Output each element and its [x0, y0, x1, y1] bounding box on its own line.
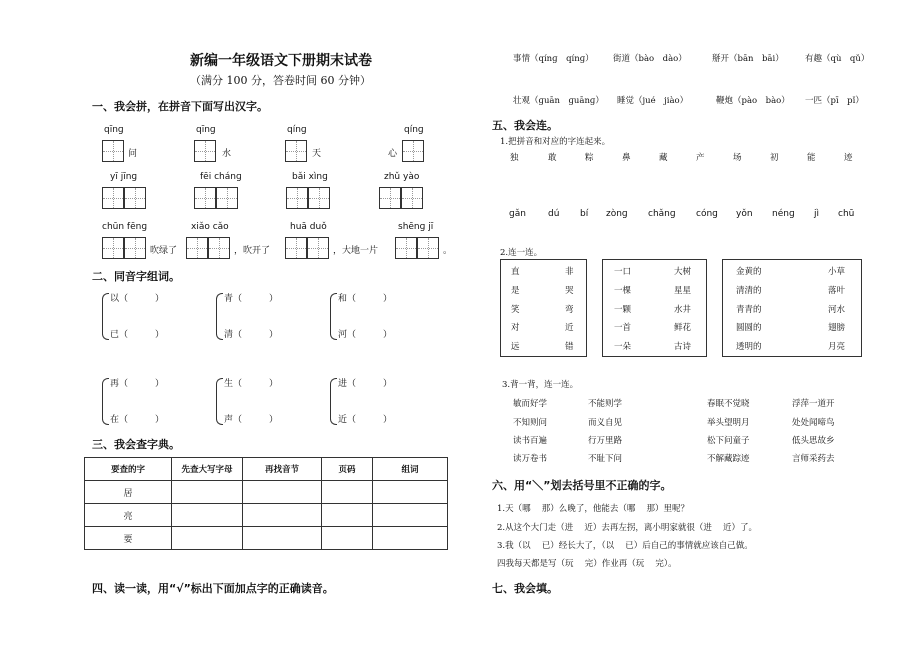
word-group-item: 河（ ）: [338, 330, 393, 340]
word-group-item: 声（ ）: [224, 415, 279, 425]
writing-grid[interactable]: [216, 187, 238, 209]
match-char[interactable]: 场: [733, 153, 742, 163]
match-pinyin[interactable]: chǎnɡ: [648, 209, 676, 219]
sentence-item: 四我每天都是写（玩 完）作业再（玩 完）。: [497, 559, 677, 569]
brace: [330, 293, 337, 340]
writing-grid[interactable]: [417, 237, 439, 259]
match-char[interactable]: 产: [696, 153, 705, 163]
table-cell: 亮: [85, 504, 172, 527]
table-header-row: [85, 458, 448, 481]
writing-grid[interactable]: [395, 237, 417, 259]
word-group-item: 近（ ）: [338, 415, 393, 425]
answer-cell[interactable]: [243, 527, 322, 550]
sentence-item: 3.我（以 已）经长大了，（以 已）后自己的事情就应该自己做。: [497, 541, 753, 551]
match-pinyin[interactable]: zònɡ: [606, 209, 628, 219]
writing-grid[interactable]: [124, 237, 146, 259]
match-right[interactable]: 哭: [565, 286, 574, 296]
poem-line[interactable]: 而义自见: [588, 418, 623, 428]
pinyin-label: qínɡ: [287, 125, 307, 135]
word-group-item: 已（ ）: [110, 330, 165, 340]
column-header: 要查的字: [85, 458, 172, 481]
column-header: 页码: [322, 458, 373, 481]
writing-grid[interactable]: [379, 187, 401, 209]
match-char[interactable]: 初: [770, 153, 779, 163]
dictionary-table: [84, 457, 448, 550]
column-header: 先查大写字母: [172, 458, 243, 481]
question-text: 3.背一背，连一连。: [502, 380, 579, 390]
match-left[interactable]: 青青的: [736, 305, 762, 315]
match-left[interactable]: 直: [511, 267, 520, 277]
match-char[interactable]: 能: [807, 153, 816, 163]
pinyin-label: fēi chánɡ: [200, 172, 242, 182]
reading-item: 街道（bào dào）: [613, 54, 687, 64]
match-right[interactable]: 错: [565, 342, 574, 352]
pinyin-label: xiǎo cǎo: [191, 222, 229, 232]
match-right[interactable]: 翅膀: [828, 323, 846, 333]
match-char[interactable]: 迹: [844, 153, 853, 163]
brace: [102, 293, 109, 340]
match-left[interactable]: 一棵: [614, 286, 632, 296]
match-left[interactable]: 清清的: [736, 286, 762, 296]
answer-cell[interactable]: [322, 527, 373, 550]
writing-grid[interactable]: [208, 237, 230, 259]
poem-line[interactable]: 不解藏踪迹: [707, 454, 750, 464]
match-left[interactable]: 金黄的: [736, 267, 762, 277]
poem-line[interactable]: 处处闻啼鸟: [792, 418, 835, 428]
section-4-heading: 四、读一读，用“√”标出下面加点字的正确读音。: [92, 582, 334, 595]
pinyin-label: bǎi xìnɡ: [292, 172, 328, 182]
answer-cell[interactable]: [373, 527, 448, 550]
reading-item: 壮观（ɡuān ɡuānɡ）: [513, 96, 604, 106]
poem-line[interactable]: 读万卷书: [513, 454, 548, 464]
match-pinyin[interactable]: jì: [814, 209, 820, 219]
answer-cell[interactable]: [322, 504, 373, 527]
pinyin-label: shēnɡ jī: [398, 222, 434, 232]
poem-line[interactable]: 低头思故乡: [792, 436, 835, 446]
brace: [102, 378, 109, 425]
poem-line[interactable]: 举头望明月: [707, 418, 750, 428]
match-pinyin[interactable]: dú: [548, 209, 560, 219]
word-group-item: 以（ ）: [110, 294, 165, 304]
page-subtitle: （满分 100 分，答卷时间 60 分钟）: [190, 74, 371, 87]
answer-cell[interactable]: [373, 481, 448, 504]
section-7-heading: 七、我会填。: [492, 582, 558, 595]
writing-grid[interactable]: [307, 237, 329, 259]
pinyin-label: qīnɡ: [196, 125, 216, 135]
match-right[interactable]: 大树: [674, 267, 692, 277]
writing-grid[interactable]: [401, 187, 423, 209]
writing-grid[interactable]: [124, 187, 146, 209]
match-right[interactable]: 星星: [674, 286, 692, 296]
match-left[interactable]: 一朵: [614, 342, 632, 352]
match-right[interactable]: 河水: [828, 305, 846, 315]
question-text: 2.连一连。: [500, 248, 543, 258]
match-char[interactable]: 粽: [585, 153, 594, 163]
writing-grid[interactable]: [102, 237, 124, 259]
reading-item: 事情（qínɡ qínɡ）: [513, 54, 594, 64]
match-pinyin[interactable]: ɡǎn: [509, 209, 526, 219]
sentence-text: ，吹开了: [234, 246, 271, 256]
match-char[interactable]: 鼻: [622, 153, 631, 163]
question-text: 1.把拼音和对应的字连起来。: [500, 137, 611, 147]
writing-grid[interactable]: [186, 237, 208, 259]
answer-cell[interactable]: [243, 481, 322, 504]
word-group-item: 青（ ）: [224, 294, 279, 304]
char-label: 心: [388, 149, 398, 159]
writing-grid[interactable]: [285, 140, 307, 162]
match-char[interactable]: 敢: [548, 153, 557, 163]
match-right[interactable]: 小草: [828, 267, 846, 277]
table-cell: 要: [85, 527, 172, 550]
poem-line[interactable]: 不知则问: [513, 418, 548, 428]
answer-cell[interactable]: [172, 481, 243, 504]
word-group-item: 和（ ）: [338, 294, 393, 304]
sentence-text: ，大地一片: [333, 246, 379, 256]
sentence-text: 。: [443, 246, 453, 256]
char-label: 天: [312, 149, 322, 159]
section-2-heading: 二、同音字组词。: [92, 270, 180, 283]
answer-cell[interactable]: [322, 481, 373, 504]
writing-grid[interactable]: [194, 140, 216, 162]
match-right[interactable]: 落叶: [828, 286, 846, 296]
match-right[interactable]: 鲜花: [674, 323, 692, 333]
poem-line[interactable]: 春眠不觉晓: [707, 399, 750, 409]
answer-cell[interactable]: [172, 527, 243, 550]
pinyin-label: qīnɡ: [104, 125, 124, 135]
match-right[interactable]: 弯: [565, 305, 574, 315]
poem-line[interactable]: 读书百遍: [513, 436, 548, 446]
writing-grid[interactable]: [285, 237, 307, 259]
reading-item: 鞭炮（pào bào）: [716, 96, 790, 106]
word-group-item: 进（ ）: [338, 379, 393, 389]
match-left[interactable]: 笑: [511, 305, 520, 315]
sentence-item: 2.从这个大门走（进 近）去再左拐，离小明家就很（进 近）了。: [497, 523, 758, 533]
brace: [330, 378, 337, 425]
reading-item: 一匹（pī pǐ）: [805, 96, 864, 106]
match-left[interactable]: 对: [511, 323, 520, 333]
answer-cell[interactable]: [172, 504, 243, 527]
pinyin-label: yī jīnɡ: [110, 172, 138, 182]
poem-line[interactable]: 言师采药去: [792, 454, 835, 464]
poem-line[interactable]: 松下问童子: [707, 436, 750, 446]
sentence-item: 1.天（哪 那）么晚了，他能去（哪 那）里呢？: [497, 504, 690, 514]
char-label: 水: [222, 149, 232, 159]
section-3-heading: 三、我会查字典。: [92, 438, 180, 451]
reading-item: 掰开（bān bāi）: [712, 54, 784, 64]
match-char[interactable]: 藏: [659, 153, 668, 163]
match-right[interactable]: 水井: [674, 305, 692, 315]
writing-grid[interactable]: [102, 187, 124, 209]
match-pinyin[interactable]: cónɡ: [696, 209, 718, 219]
poem-line[interactable]: 浮萍一道开: [792, 399, 835, 409]
match-pinyin[interactable]: yǒn: [736, 209, 753, 219]
pinyin-label: chūn fēnɡ: [102, 222, 148, 232]
poem-line[interactable]: 不能则学: [588, 399, 623, 409]
word-group-item: 生（ ）: [224, 379, 279, 389]
word-group-item: 在（ ）: [110, 415, 165, 425]
brace: [216, 293, 223, 340]
reading-item: 睡觉（jué jiào）: [617, 96, 689, 106]
writing-grid[interactable]: [102, 140, 124, 162]
match-left[interactable]: 一首: [614, 323, 632, 333]
match-left[interactable]: 透明的: [736, 342, 762, 352]
brace: [216, 378, 223, 425]
section-6-heading: 六、用“＼”划去括号里不正确的字。: [492, 479, 672, 492]
char-label: 问: [128, 149, 138, 159]
writing-grid[interactable]: [402, 140, 424, 162]
table-row: [85, 481, 448, 504]
match-left[interactable]: 是: [511, 286, 520, 296]
writing-grid[interactable]: [308, 187, 330, 209]
writing-grid[interactable]: [194, 187, 216, 209]
answer-cell[interactable]: [373, 504, 448, 527]
match-left[interactable]: 一口: [614, 267, 632, 277]
table-cell: 居: [85, 481, 172, 504]
writing-grid[interactable]: [286, 187, 308, 209]
match-right[interactable]: 非: [565, 267, 574, 277]
poem-line[interactable]: 行万里路: [588, 436, 623, 446]
match-char[interactable]: 独: [510, 153, 519, 163]
pinyin-label: huā duǒ: [290, 222, 327, 232]
section-1-heading: 一、我会拼，在拼音下面写出汉字。: [92, 100, 268, 113]
match-left[interactable]: 圆圆的: [736, 323, 762, 333]
word-group-item: 清（ ）: [224, 330, 279, 340]
match-left[interactable]: 远: [511, 342, 520, 352]
column-header: 组词: [373, 458, 448, 481]
pinyin-label: qínɡ: [404, 125, 424, 135]
section-5-heading: 五、我会连。: [492, 119, 558, 132]
table-row: [85, 504, 448, 527]
pinyin-label: zhǔ yào: [384, 172, 420, 182]
match-pinyin[interactable]: nénɡ: [772, 209, 795, 219]
match-pinyin[interactable]: bí: [580, 209, 589, 219]
poem-line[interactable]: 敏而好学: [513, 399, 548, 409]
match-left[interactable]: 一颗: [614, 305, 632, 315]
answer-cell[interactable]: [243, 504, 322, 527]
word-group-item: 再（ ）: [110, 379, 165, 389]
page-title: 新编一年级语文下册期末试卷: [190, 53, 372, 69]
sentence-text: 吹绿了: [150, 246, 178, 256]
match-right[interactable]: 近: [565, 323, 574, 333]
reading-item: 有趣（qù qǔ）: [805, 54, 870, 64]
match-right[interactable]: 月亮: [828, 342, 846, 352]
match-right[interactable]: 古诗: [674, 342, 692, 352]
table-row: [85, 527, 448, 550]
column-header: 再找音节: [243, 458, 322, 481]
match-pinyin[interactable]: chū: [838, 209, 855, 219]
poem-line[interactable]: 不耻下问: [588, 454, 623, 464]
